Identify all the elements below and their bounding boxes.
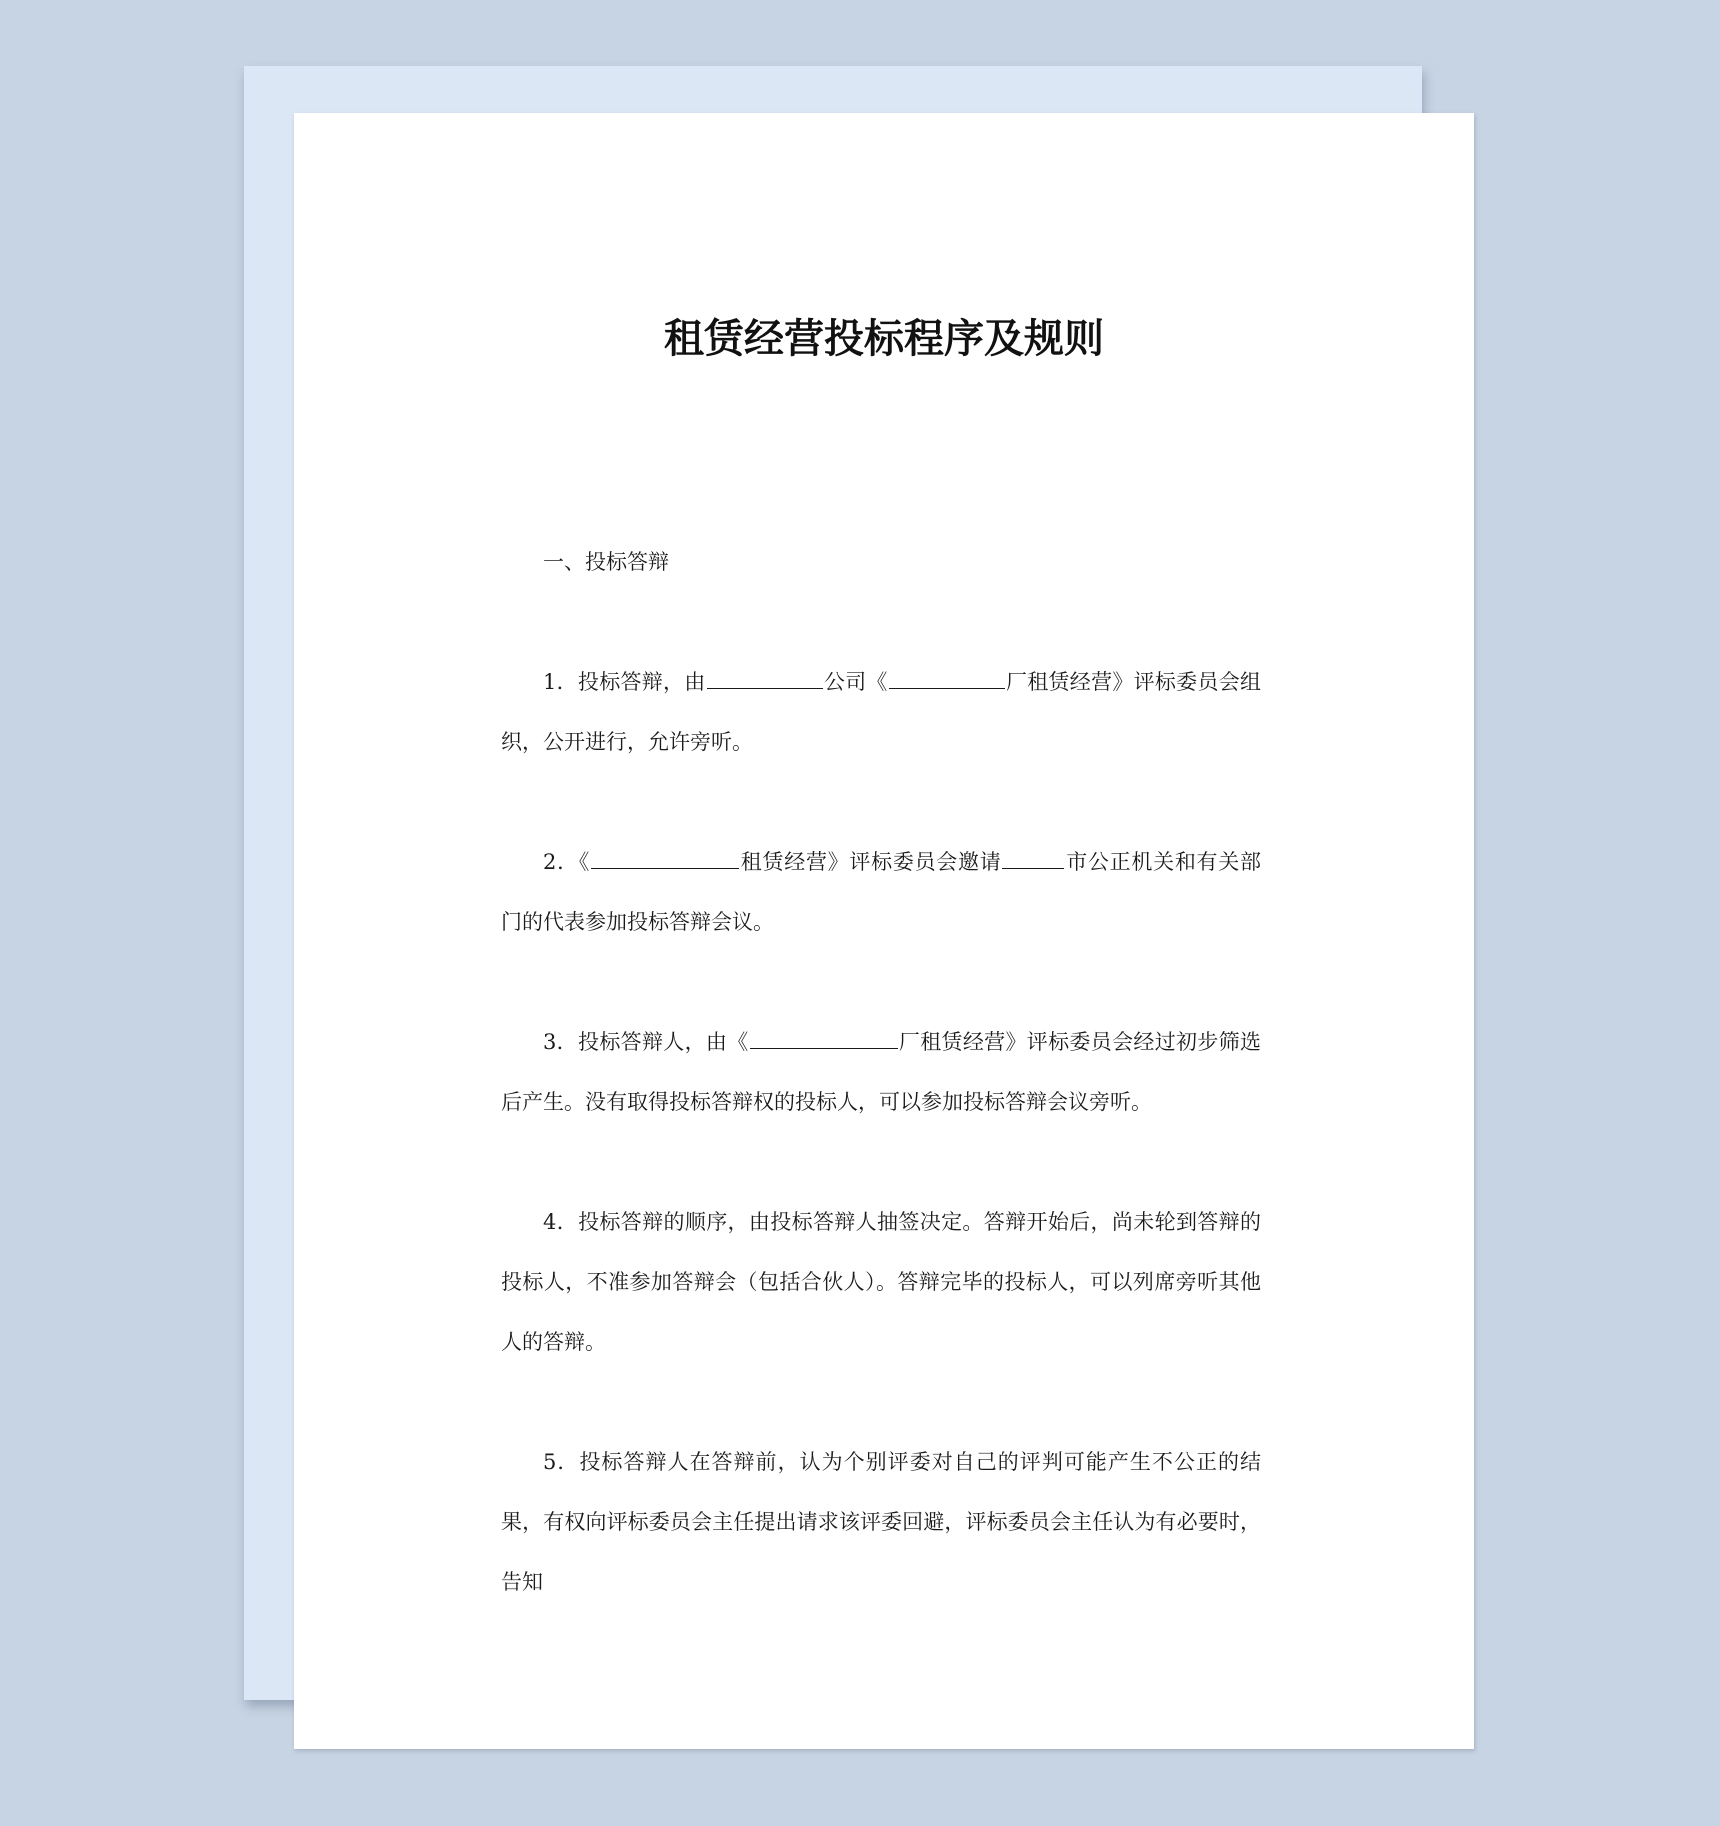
paragraph-text: 投标答辩，由: [577, 670, 706, 694]
paragraph-text: 市公正机关和有关部门的代表参加投标答辩会议。: [501, 850, 1262, 934]
blank-line: [707, 666, 823, 689]
paragraph-text: 投标答辩人，由《: [578, 1030, 749, 1054]
paragraph-text: 投标答辩人在答辩前，认为个别评委对自己的评判可能产生不公正的结果，有权向评标委员会主任提出请求该评委回避，评标委员会主任认为有必要时，告知: [501, 1450, 1261, 1594]
paragraph-text: 租赁经营》评标委员会邀请: [740, 850, 1002, 874]
paragraph-5: [501, 1432, 1261, 1612]
paragraph-number: 1．: [543, 670, 578, 694]
document-title: 租赁经营投标程序及规则: [664, 316, 1104, 362]
paragraph-text: 厂租赁经营》评标委员会组织，公开进行，允许旁听。: [501, 670, 1261, 754]
blank-line: [591, 846, 739, 869]
paragraph-3: [501, 1012, 1261, 1132]
paragraph-text: 公司《: [823, 670, 888, 694]
paragraph-text: 厂租赁经营》评标委员会经过初步筛选后产生。没有取得投标答辩权的投标人，可以参加投标答辩会议旁听。: [501, 1030, 1261, 1114]
blank-line: [889, 666, 1005, 689]
paragraph-number: 4．: [543, 1210, 579, 1234]
paragraph-number: 3．: [543, 1030, 578, 1054]
paragraph-2: [501, 832, 1261, 952]
blank-line: [750, 1026, 898, 1049]
paragraph-4: [501, 1192, 1261, 1372]
document-body: [501, 532, 1261, 1612]
document-page: [294, 113, 1474, 1749]
section-heading: 一、投标答辩: [543, 550, 669, 574]
paragraph-1: [501, 652, 1261, 772]
blank-line: [1002, 846, 1064, 869]
paragraph-number: 2．: [543, 850, 579, 874]
paragraph-text: 《: [578, 850, 591, 874]
paragraph-number: 5．: [543, 1450, 580, 1474]
paragraph-text: 投标答辩的顺序，由投标答辩人抽签决定。答辩开始后，尚未轮到答辩的投标人，不准参加答辩会（包括合伙人）。答辩完毕的投标人，可以列席旁听其他人的答辩。: [501, 1210, 1261, 1354]
